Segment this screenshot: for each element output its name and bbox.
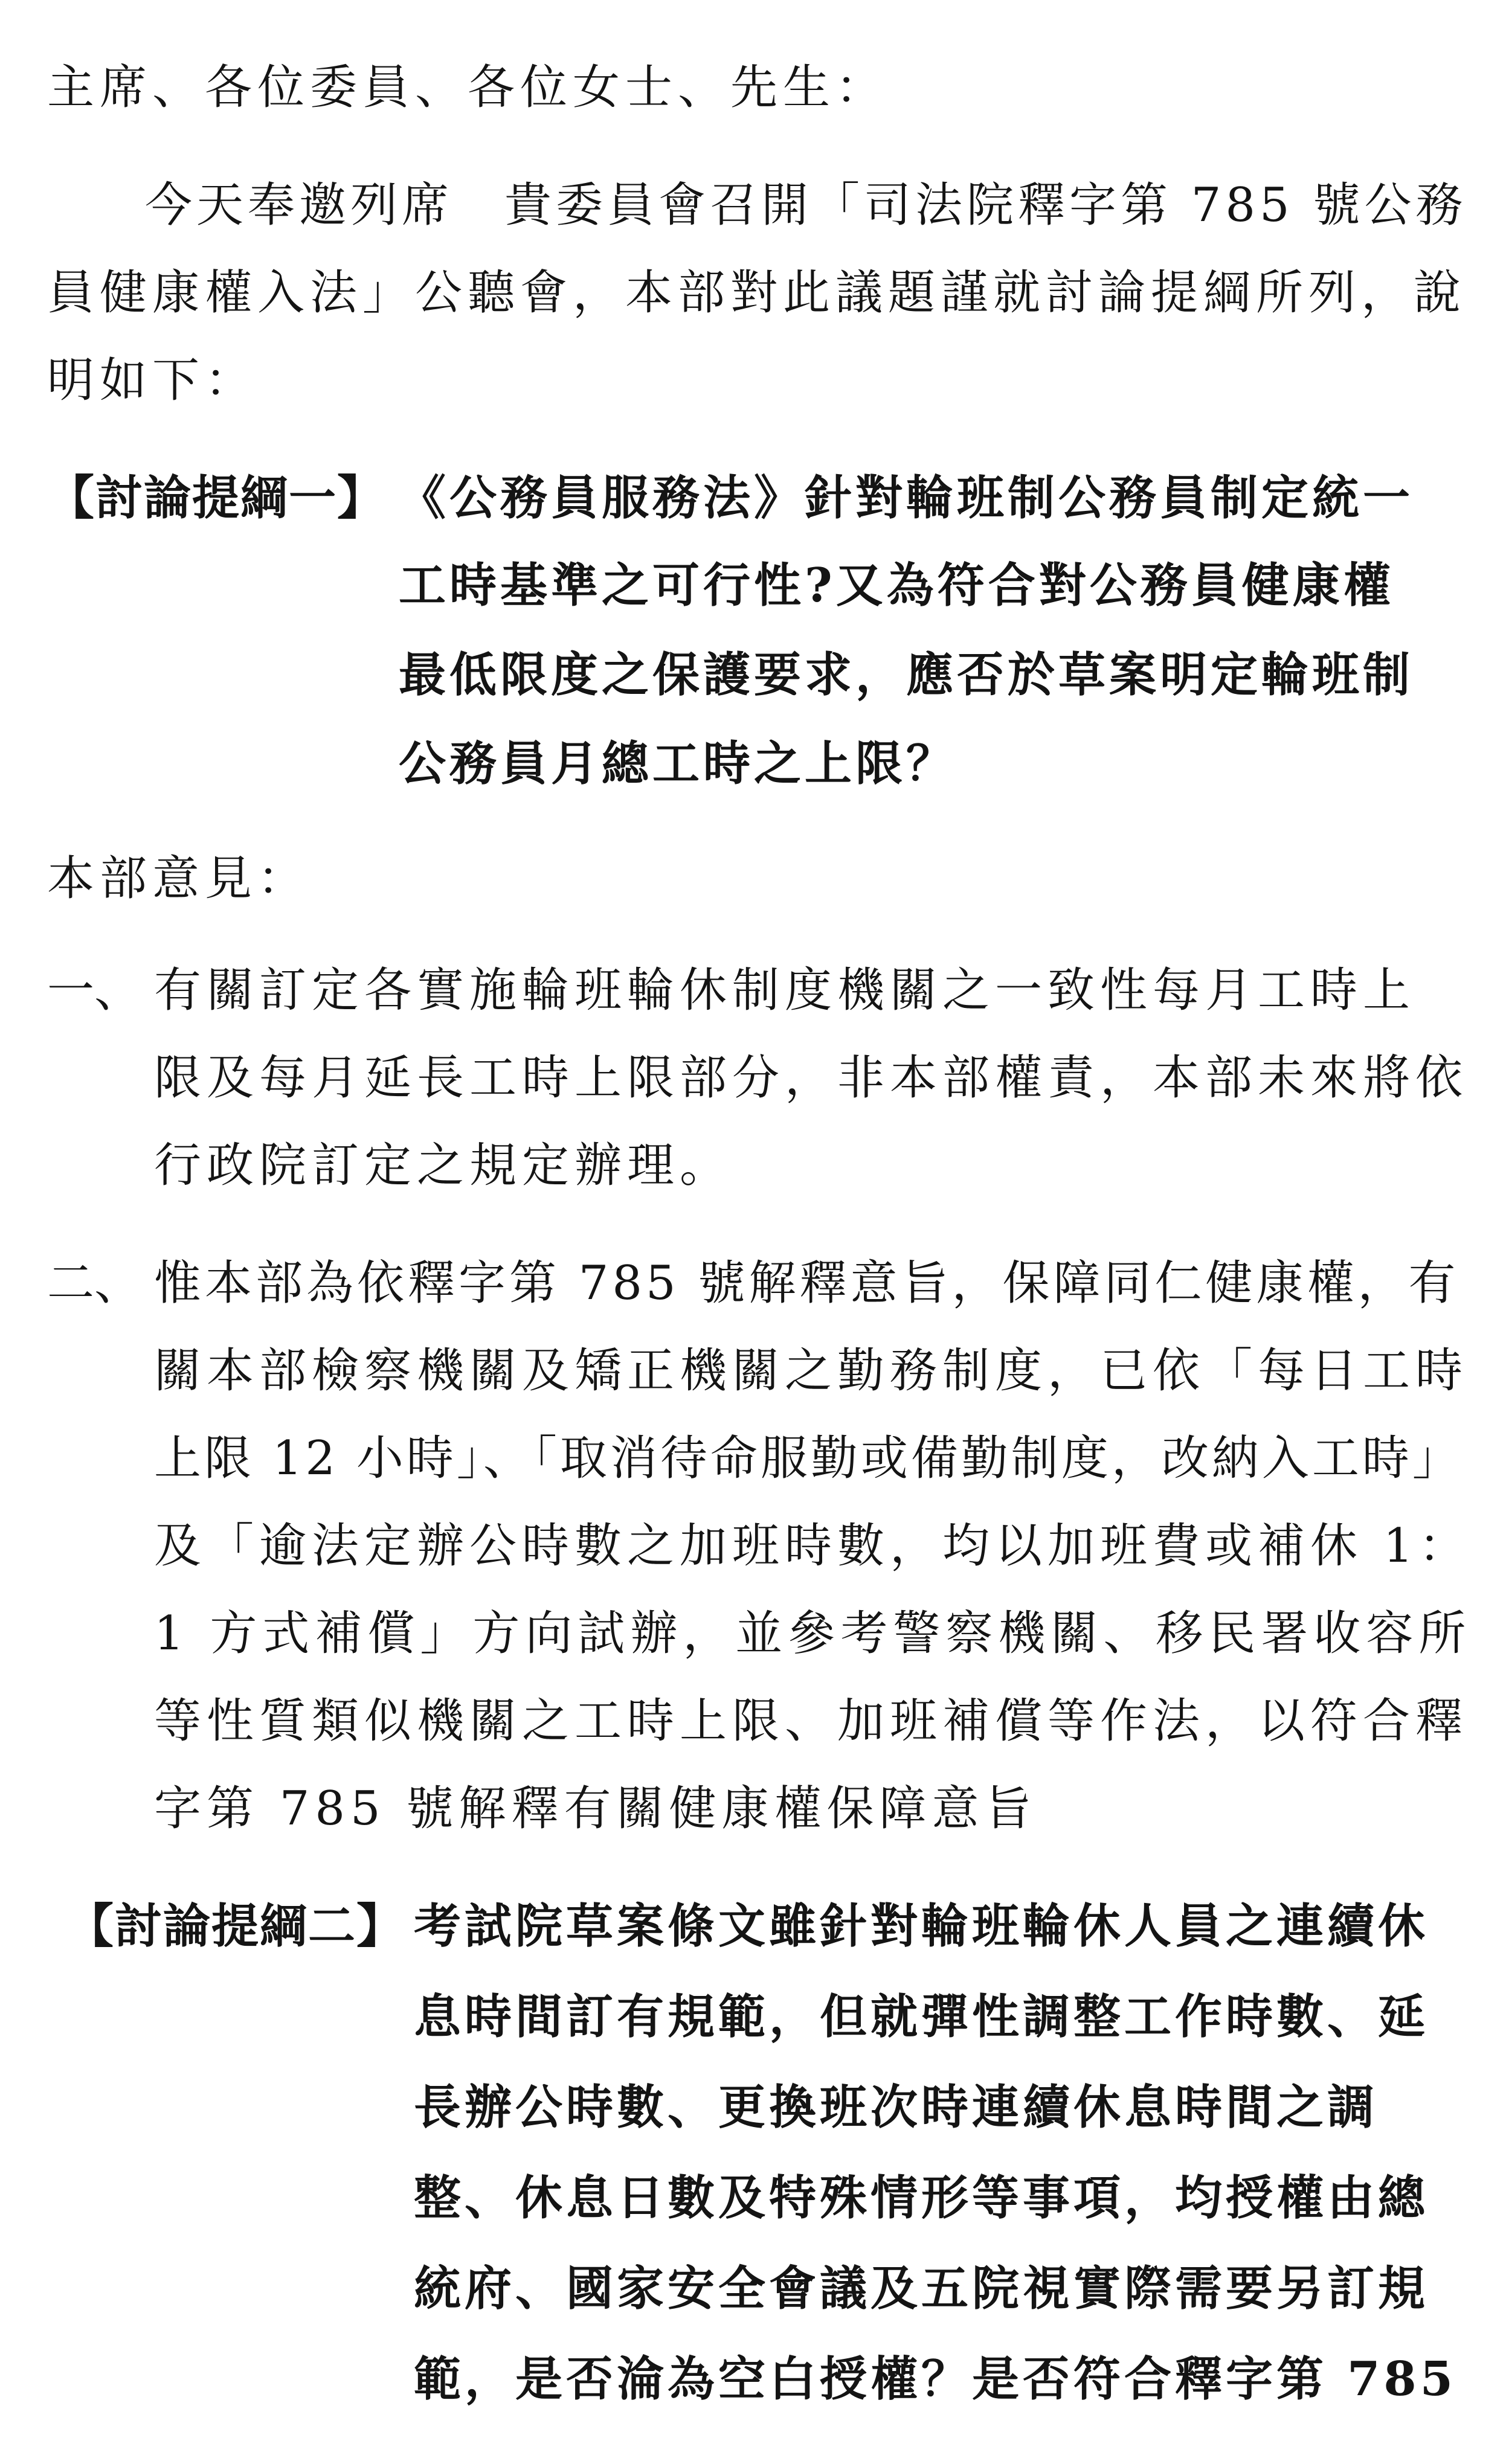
topic-2-line: 範，是否淪為空白授權？是否符合釋字第 785 [414, 2352, 1456, 2407]
topic-2-line: 息時間訂有規範，但就彈性調整工作時數、延 [414, 1989, 1429, 2044]
topic-2-line: 長辦公時數、更換班次時連續休息時間之調 [414, 2080, 1379, 2135]
topic-1-line: 工時基準之可行性?又為符合對公務員健康權 [399, 558, 1394, 613]
opinion-heading: 本部意見： [47, 852, 311, 906]
topic-2-label: 【討論提綱二】 [66, 1899, 405, 1954]
point-2-line: 等性質類似機關之工時上限、加班補償等作法，以符合釋 [154, 1694, 1469, 1748]
intro-line: 員健康權入法」公聽會，本部對此議題謹就討論提綱所列，說 [47, 266, 1467, 320]
point-1-line: 限及每月延長工時上限部分，非本部權責，本部未來將依 [154, 1051, 1469, 1105]
point-1-line: 行政院訂定之規定辦理。 [154, 1138, 733, 1193]
topic-1-line: 公務員月總工時之上限？ [399, 736, 957, 791]
point-1-number: 一、 [47, 963, 142, 1018]
point-2-line: 及「逾法定辦公時數之加班時數，均以加班費或補休 1： [154, 1519, 1472, 1573]
topic-1-line: 《公務員服務法》針對輪班制公務員制定統一 [399, 470, 1414, 525]
point-2-line: 1 方式補償」方向試辦，並參考警察機關、移民署收容所 [154, 1606, 1472, 1661]
intro-line: 今天奉邀列席 貴委員會召開「司法院釋字第 785 號公務 [145, 178, 1467, 233]
intro-line: 明如下： [47, 353, 258, 408]
point-2-line: 字第 785 號解釋有關健康權保障意旨 [154, 1782, 1037, 1836]
salutation: 主席、各位委員、各位女士、先生： [47, 60, 889, 115]
topic-2-line: 統府、國家安全會議及五院視實際需要另訂規 [414, 2261, 1429, 2316]
point-2-line: 關本部檢察機關及矯正機關之勤務制度，已依「每日工時 [154, 1344, 1469, 1398]
point-2-line: 惟本部為依釋字第 785 號解釋意旨，保障同仁健康權，有 [154, 1256, 1459, 1311]
topic-2-line: 整、休息日數及特殊情形等事項，均授權由總 [414, 2170, 1429, 2225]
topic-2-line: 考試院草案條文雖針對輪班輪休人員之連續休 [414, 1899, 1429, 1954]
point-1-line: 有關訂定各實施輪班輪休制度機關之一致性每月工時上 [154, 963, 1416, 1018]
point-2-number: 二、 [47, 1256, 142, 1311]
point-2-line: 上限 12 小時」、「取消待命服勤或備勤制度，改納入工時」 [154, 1431, 1463, 1486]
topic-1-line: 最低限度之保護要求，應否於草案明定輪班制 [399, 647, 1414, 702]
topic-1-label: 【討論提綱一】 [47, 470, 386, 525]
